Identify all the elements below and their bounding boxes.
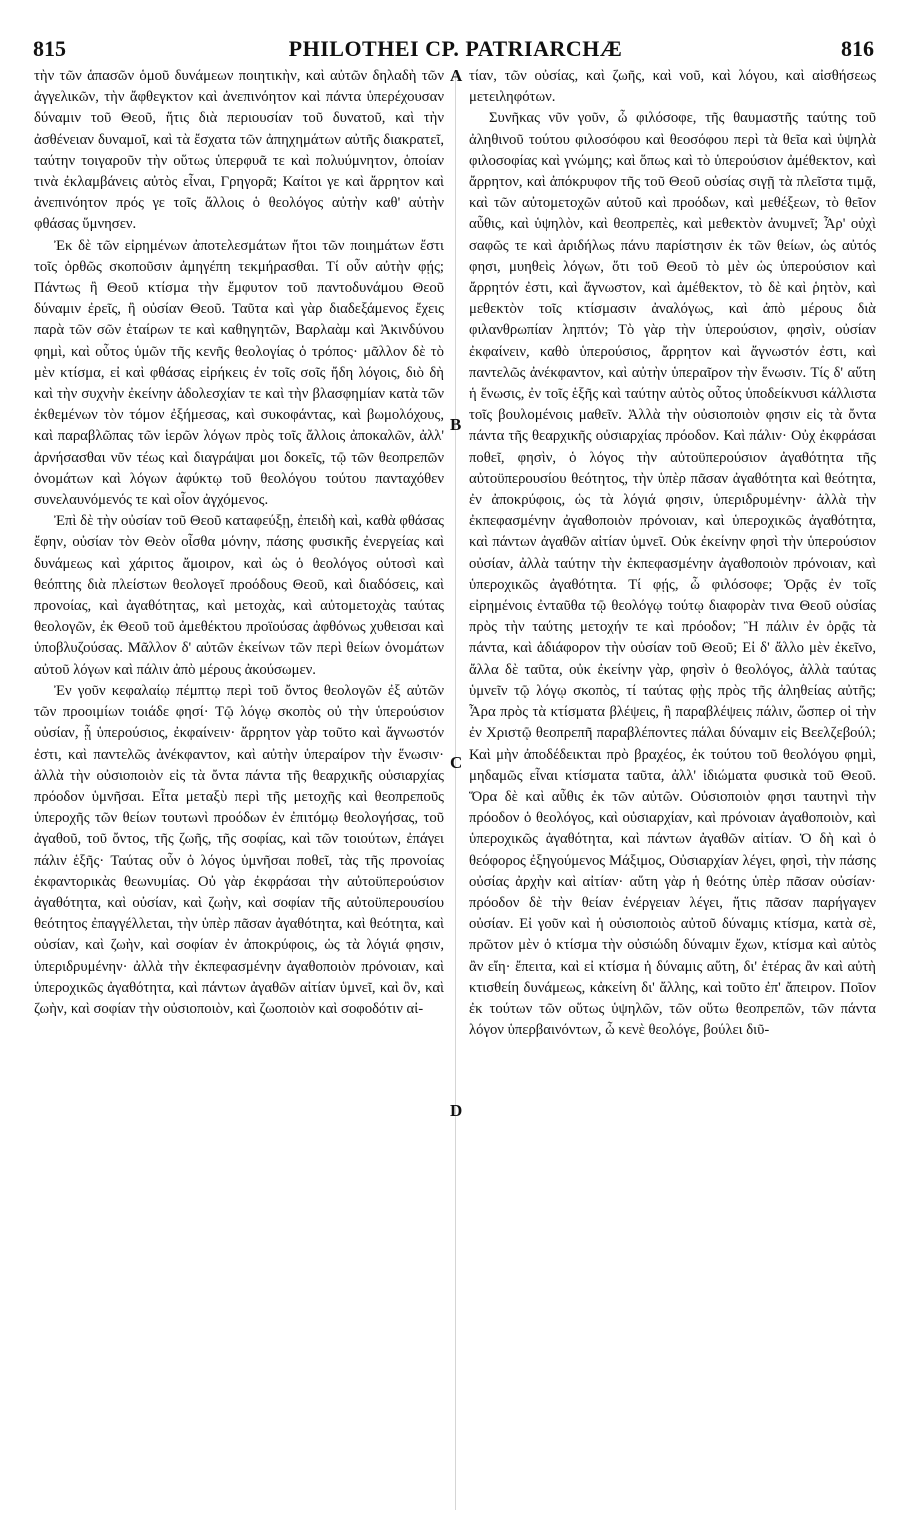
left-paragraph-4: Ἐν γοῦν κεφαλαίῳ πέμπτῳ περὶ τοῦ ὄντος θεολογῶν ἐξ αὐτῶν τῶν προοιμίων τοιάδε φησί· Τῷ λόγῳ σκοπὸς οὐ τὴν ὑπερούσιον οὐσίαν, ᾗ ὑπερούσιος, ἐκφαίνειν· ἄρρητον γὰρ τοῦτο καὶ ἄγνωστόν ἐστι, καὶ παντελῶς ἀνέκφαντον, καὶ αὐτὴν ὑπεραίρον τὴν ἕνωσιν· ἀλλὰ τὴν οὐσιοποιὸν εἰς τὰ ὄντα πάντα τῆς θεαρχικῆς οὐσιαρχίας πρόοδον ὑμνῆσαι. Εἶτα μεταξὺ περὶ τῆς μετοχῆς καὶ θεοπρεποῦς ὑπεροχῆς τῶν θείων τουτωνὶ προόδων ἐν ἐπιτόμῳ θεολογήσας, τοῦ ἀγαθοῦ, τοῦ ὄντος, τῆς ζωῆς, τῆς σοφίας, καὶ τῶν τοιούτων, ἐπάγει πάλιν ἑξῆς· Ταύτας οὖν ὁ λόγος ὑμνῆσαι ποθεῖ, τὰς τῆς προνοίας ἐκφαντορικὰς θεωνυμίας. Οὐ γὰρ ἐκφράσαι τὴν αὐτοϋπερούσιον ἀγαθότητα, καὶ οὐσίαν, καὶ ζωὴν, καὶ σοφίαν τῆς αὐτοϋπερουσίου θεότητος ἐπαγγέλλεται, τὴν ὑπὲρ πᾶσαν ἀγαθότητα, καὶ θεότητα, καὶ οὐσίαν, καὶ ζωὴν, καὶ σοφίαν ἐν ἀποκρύφοις, ὡς τὰ λόγιά φησιν, ὑπεριδρυμένην· ἀλλὰ τὴν ἐκπεφασμένην ἀγαθοποιὸν πρόνοιαν, καὶ ὑπεροχικῶς ἀγαθότητα, καὶ πάντων ἀγαθῶν αἰτίαν ὑμνεῖ, καὶ ὂν, καὶ ζωὴν, καὶ σοφίαν τὴν οὐσιοποιὸν, καὶ ζωοποιὸν καὶ σοφοδότιν αἰ- [34,682,444,1017]
right-paragraph-2: Συνῆκας νῦν γοῦν, ὦ φιλόσοφε, τῆς θαυμαστῆς ταύτης τοῦ ἀληθινοῦ τούτου φιλοσόφου καὶ θεοσόφου περὶ τὰ θεῖα καὶ ὑψηλὰ φιλοσοφίας καὶ γνώμης; καὶ ὅπως καὶ τὸ ὑπερούσιον ἀμέθεκτον, καὶ ἄρρητον, καὶ ἀπόκρυφον τῆς τοῦ Θεοῦ οὐσίας σιγῇ τὰ πλεῖστα τιμᾷ, καὶ τῶν αὐτομετοχῶν αὐτοῦ καὶ προόδων, καὶ μεθέξεων, τὸ θεῖον αὖθις, καὶ ὑψηλὸν, καὶ θεοπρεπὲς, καὶ μεθεκτὸν ἀνυμνεῖ; Ἆρ' οὐχὶ σαφῶς τε καὶ ἀριδήλως πάνυ παρίστησιν ἐκ τῶν θείων, ὡς αὐτός φησι, μυηθεὶς λόγων, ὅτι τοῦ Θεοῦ τὸ μὲν ὡς ὑπερούσιον καὶ ἄρρητόν ἐστι, καὶ ἄγνωστον, καὶ ἀμέθεκτον, τὸ δὲ καὶ ῥητὸν, καὶ μεθεκτὸν τοῖς κτίσμασιν ἀναλόγως, καὶ ἀπὸ μέρους διὰ φιλανθρωπίαν ληπτόν; Τὸ γὰρ τὴν ὑπερούσιον, φησὶν, οὐσίαν ἐκφαίνειν, καθὸ ὑπερούσιος, ἄρρητον καὶ ἄγνωστόν ἐστι, καὶ παντελῶς ἀνέκφαντον, καὶ αὐτὴν ὑπεραῖρον τὴν ἕνωσιν. Τίς δ' αὕτη ἡ ἕνωσις, ἐν τοῖς ἑξῆς καὶ ταύτην αὐτὸς οὗτος ὑποδείκνυσι κάλλιστα τοῖς βουλομένοις μαθεῖν. Ἀλλὰ τὴν οὐσιοποιὸν φησιν εἰς τὰ ὄντα πάντα τῆς θεαρχικῆς οὐσιαρχίας πρόοδον. Καὶ πάλιν· Οὐχ ἐκφράσαι ποθεῖ, φησὶν, ὁ λόγος τὴν αὐτοϋπερούσιον ἀγαθότητα τῆς αὐτοϋπερουσίου θεότητος, τὴν ὑπὲρ πᾶσαν ἀγαθότητα καὶ θεότητα, ἐν ἀποκρύφοις, ὡς τὰ λόγιά φησιν, ὑπεριδρυμένην· ἀλλὰ τὴν ἐκπεφασμένην ἀγαθοποιὸν πρόνοιαν, καὶ ὑπεροχικῶς ἀγαθότητα, καὶ πάντων ἀγαθῶν αἰτίαν ὑμνεῖ. Οὐκ ἐκείνην φησὶ τὴν ὑπερούσιον οὐσίαν, ἀλλὰ ταύτην τὴν ἐκπεφασμένην ἀγαθοποιὸν πρόνοιαν, καὶ ὑπεροχικῶς ἀγαθότητα. Τί φῄς, ὦ φιλόσοφε; Ὁρᾷς ἐν τοῖς εἰρημένοις ἐνταῦθα τῷ θεολόγῳ τούτῳ διαφορὰν τινα Θεοῦ οὐσίας πρὸς τὴν ταύτης μετοχήν τε καὶ πρόοδον; Ἢ πάλιν ἐν ὁρᾷς τὰ πάντα, καὶ ἀδιάφορον τὴν οὐσίαν τοῦ Θεοῦ; Εἰ δ' ἄλλο μὲν ἐκεῖνο, ἄλλα δὲ ταῦτα, οὐκ ἐκείνην γὰρ, φησὶν ὁ θεολόγος, ἀλλὰ ταύτας ὑμνεῖν τῷ λόγῳ σκοπὸς, τί ταύτας φῂς πρὸς τῆς ἀληθείας αὐτῆς; Ἆρα πρὸς τὰ κτίσματα βλέψεις, ἢ παραβλέψεις πάλιν, ὥσπερ οἱ τὴν ἐν Χριστῷ θεοπρεπῆ παραβλέποντες πάλαι δύναμιν εἰς Βεελζεβούλ; Καὶ μὴν ἀποδέδεικται πρὸ βραχέος, ἐκ τούτου τοῦ θεολόγου φημὶ, μηδαμῶς εἶναι κτίσματα ταῦτα, ἀλλ' ἰδιώματα φυσικὰ τοῦ Θεοῦ. Ὅρα δὲ καὶ αὖθις ἐκ τῶν αὐτῶν. Οὐσιοποιὸν φησι ταυτηνὶ τὴν πρόοδον ὁ θεολόγος, καὶ οὐσιαρχίαν, καὶ πρόνοιαν ἀγαθοποιὸν, καὶ ὑπεροχικῶς ἀγαθότητα, καὶ πάντων ἀγαθῶν αἰτίαν. Ὁ δὴ καὶ ὁ θεόφορος ἐξηγούμενος Μάξιμος, Οὐσιαρχίαν λέγει, φησὶ, τὴν πάσης οὐσίας ἀρχὴν καὶ αἰτίαν· αὕτη γὰρ ἡ θεότης ὑπὲρ πᾶσαν οὐσίαν· πρόοδον δὲ τὴν θείαν ἐνέργειαν λέγει, ἥτις πᾶσαν παρήγαγεν οὐσίαν. Εἰ γοῦν καὶ ἡ οὐσιοποιὸς αὐτοῦ δύναμις κτίσμα, κατὰ σὲ, πρῶτον μὲν ὁ κτίσμα τὴν οὐσιώδη δύναμιν ἔχων, κτίσμα καὶ αὐτὸς ἂν εἴη· ἔπειτα, καὶ εἰ κτίσμα ἡ δύναμις αὕτη, δι' ἑτέρας ἂν καὶ αὐτὴ κτισθείη δυνάμεως, κἀκείνη δι' ἄλλης, καὶ τοῦτο ἐπ' ἄπειρον. Ποῖον ἐκ τούτων τῶν οὕτως ὑψηλῶν, τῶν οὕτω θεοπρεπῶν, τῶν πάντα λόγον ὑπερβαινόντων, ὦ κενὲ θεολόγε, βούλει διῦ- [469,110,876,1039]
left-paragraph-3: Ἐπὶ δὲ τὴν οὐσίαν τοῦ Θεοῦ καταφεύξῃ, ἐπειδὴ καὶ, καθὰ φθάσας ἔφην, οὐσίαν τὸν Θεὸν οἶσθα μόνην, πάσης φυσικῆς ἐνεργείας καὶ δυνάμεως καὶ χάριτος ἄμοιρον, καὶ ὡς ὁ θεολόγος οὑτοσὶ καὶ θεόπτης διὰ πλείστων θεολογεῖ προόδους Θεοῦ, καὶ διαδόσεις, καὶ προνοίας, καὶ ἀγαθότητας, καὶ μετοχὰς, καὶ αὐτομετοχὰς ταύτας θεολογῶν, ἐκ Θεοῦ τοῦ ἀμεθέκτου προϊούσας ἀφθόνως χυθεισαι καὶ ὑποβλυζούσας. Μᾶλλον δ' αὐτῶν ἐκείνων τῶν περὶ θείων ὀνομάτων αὐτοῦ λόγων καὶ πάλιν ἀπὸ μέρους ἀκούσωμεν. [34,513,444,678]
running-title: PHILOTHEI CP. PATRIARCHÆ [288,36,623,61]
column-divider [455,70,456,1510]
section-marker-b: B [450,415,462,434]
left-column [34,66,444,1020]
left-paragraph-2: Ἐκ δὲ τῶν εἰρημένων ἀποτελεσμάτων ἤτοι τῶν ποιημάτων ἔστι τοῖς ὀρθῶς σκοποῦσιν ἀμηγέπη τεκμήρασθαι. Τί οὖν αὐτὴν φῄς; Πάντως ἢ Θεοῦ κτίσμα τὴν ἔμφυτον τοῦ παντοδυνάμου Θεοῦ δύναμιν ἐρεῖς, ἢ οὐσίαν Θεοῦ. Ταῦτα καὶ γὰρ διαδεξάμενος ἔχεις παρὰ τῶν σῶν ἑταίρων τε καὶ καθηγητῶν, Βαρλαὰμ καὶ Ἀκινδύνου φημὶ, καὶ οὗτος ὑμῶν τῆς κενῆς θεολογίας ὁ τρόπος· μᾶλλον δὲ τὸ μὲν κτίσμα, εἰ καὶ φθάσας εἰρήκεις ἐν τοῖς σοῖς ἤδη λόγοις, διὸ δὴ καὶ τὴν συχνὴν ἐκείνην ἀδολεσχίαν τε καὶ τὴν βλασφημίαν κατὰ τῶν ἐκθεμένων τὸν τόμον ἐξήμεσας, καὶ συκοφάντας, καὶ βωμολόχους, καὶ παραβλῶπας τῶν ἱερῶν λόγων πρὸς τοῖς ἄλλοις ἀποκαλῶν, ἀλλ' ἀρνήσασθαι νῦν τέως καὶ διαγράψαι μοι δοκεῖς, τῷ τῶν θεοπρεπῶν ὀνομάτων καὶ λόγων ἀφύκτῳ τοῦ θεολόγου τούτου πανταχόθεν συνελαυνόμενός τε καὶ οἷον ἀγχόμενος. [34,237,444,509]
left-paragraph-1: τὴν τῶν ἁπασῶν ὁμοῦ δυνάμεων ποιητικὴν, καὶ αὐτῶν δηλαδὴ τῶν ἀγγελικῶν, τὴν ἄφθεγκτον καὶ ἀνεπινόητον καὶ πάντα ὑπερέχουσαν δύναμιν τοῦ Θεοῦ, ἥτις διὰ περιουσίαν τοῦ δυνατοῦ, καὶ τὴν ἀσθένειαν δυναμοῖ, καὶ τὰ ἔσχατα τῶν ἀπηχημάτων αὐτῆς διακρατεῖ, ταύτην τοιγαροῦν τὴν οὕτως ὑπερφυᾶ τε καὶ πολυύμνητον, ὁποίαν τινὰ ἐκλαμβάνεις αὐτὸς εἶναι, Γρηγορᾶ; Καίτοι γε καὶ ἄρρητον καὶ ἀνεπινόητον πρός γε τοῖς ἄλλοις ὁ θεολόγος αὐτὴν καθ' αὑτὴν φθάσας ὕμνησεν. [34,68,444,233]
section-marker-a: A [450,66,463,85]
right-column [469,66,876,1041]
page-number-right: 816 [841,36,874,61]
section-marker-d: D [450,1101,463,1120]
running-header [30,36,881,62]
section-marker-c: C [450,753,463,772]
right-paragraph-1: τίαν, τῶν οὐσίας, καὶ ζωῆς, καὶ νοῦ, καὶ λόγου, καὶ αἰσθήσεως μετειληφότων. [469,68,876,106]
page-number-left: 815 [33,36,66,61]
